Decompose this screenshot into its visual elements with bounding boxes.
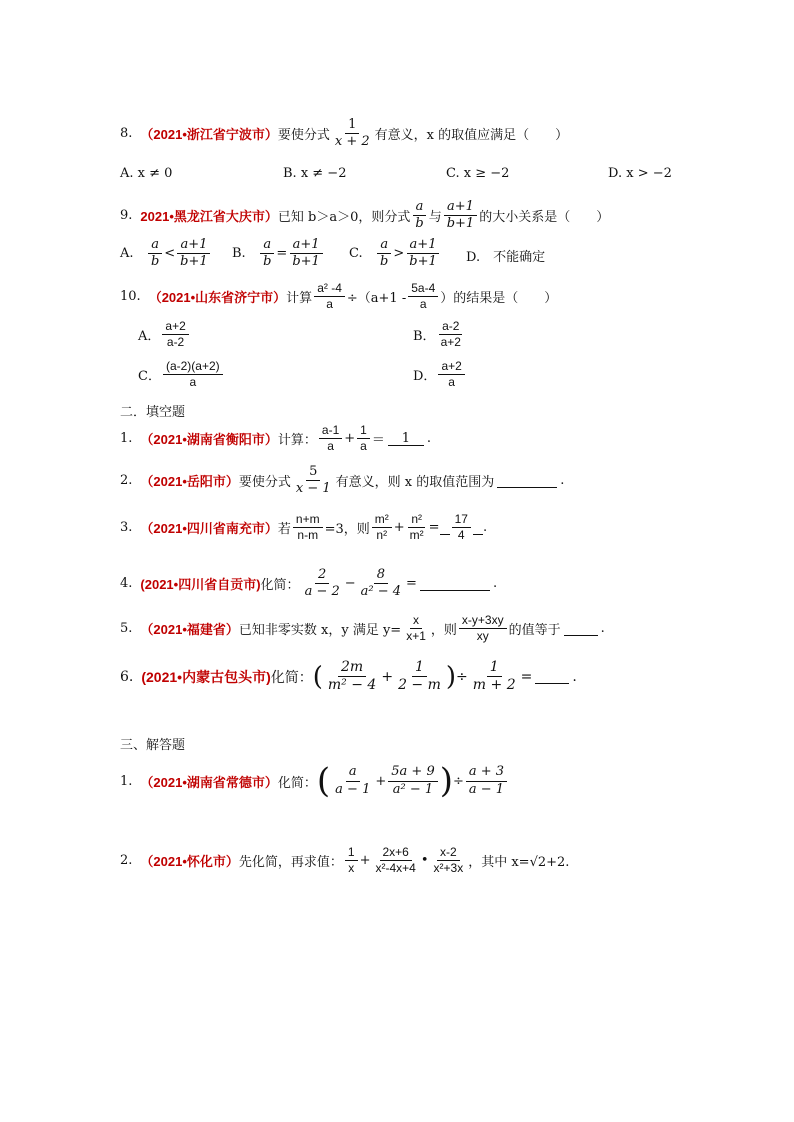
question-number: 6. xyxy=(120,668,134,685)
question-text: 有意义，则 x 的取值范围为 xyxy=(335,475,495,491)
fraction: $\frac{\text{m²}}{\text{n²}}$ xyxy=(372,513,392,542)
operator: + xyxy=(381,668,394,685)
question-10 xyxy=(120,282,557,311)
option-a: A. $\frac{a}{b}$ < $\frac{a+1}{b+1}$ xyxy=(120,238,213,270)
question-text: 的大小关系是（ ） xyxy=(479,210,610,226)
option-c: C. x ≥ −2 xyxy=(446,166,510,181)
fraction: $\frac{x-y+3xy}{xy}$ xyxy=(459,614,507,643)
question-text: 已知 b＞a＞0，则分式 xyxy=(277,210,411,226)
option-b: B． $\frac{a-2}{a+2}$ xyxy=(413,319,461,350)
question-source: （2021•湖南省常德市） xyxy=(140,774,278,790)
question-source: （2021•岳阳市） xyxy=(140,474,239,490)
question-text: 计算 xyxy=(286,291,313,307)
question-number: 8. xyxy=(120,126,133,142)
operator: • xyxy=(420,853,429,869)
question-number: 9. xyxy=(120,208,133,224)
answer-fraction: $\frac{17}{4}$ xyxy=(452,513,471,542)
fill-question-3 xyxy=(120,513,487,542)
operator: = xyxy=(406,576,417,592)
close-paren: ) xyxy=(439,761,453,801)
question-number: 5. xyxy=(120,621,133,637)
fill-question-6 xyxy=(120,660,577,694)
fraction: $\frac{8}{\text{a² − 4}}$ xyxy=(360,567,402,600)
fraction: $\frac{5a-4}{a}$ xyxy=(408,282,438,311)
option-d: D． $\frac{a+2}{a}$ xyxy=(413,360,467,389)
question-source: 2021•黑龙江省大庆市） xyxy=(140,209,278,225)
option-a: A． $\frac{a+2}{a-2}$ xyxy=(138,320,191,349)
operator: ＝ xyxy=(371,433,385,449)
question-9 xyxy=(120,200,609,232)
question-source: （2021•浙江省宁波市） xyxy=(140,127,278,143)
question-source: （2021•四川省南充市） xyxy=(140,521,278,537)
question-text: 先化简，再求值： xyxy=(238,855,343,871)
question-number: 3. xyxy=(120,520,133,536)
fill-question-4 xyxy=(120,568,497,600)
blank-line xyxy=(440,520,450,535)
answer-blank[interactable]: 1 xyxy=(388,431,424,446)
fraction: $\frac{2}{a - 2}$ xyxy=(304,567,340,600)
fraction: $\frac{a-1}{a}$ xyxy=(319,424,342,453)
fraction: $\frac{a}{b}$ xyxy=(412,200,426,232)
fraction: $\frac{5a + 9}{\text{a² − 1}}$ xyxy=(388,765,437,797)
option-c: C. $\frac{a}{b}$ > $\frac{a+1}{b+1}$ xyxy=(349,238,442,270)
question-number: 4. xyxy=(120,576,133,592)
option-b: B. $\frac{a}{b}$ = $\frac{a+1}{b+1}$ xyxy=(232,238,325,270)
fraction: $\frac{a+1}{b+1}$ xyxy=(444,200,478,232)
option-d: D. 不能确定 xyxy=(466,250,546,265)
fill-question-5 xyxy=(120,614,605,643)
operator: + xyxy=(344,431,356,447)
solve-question-1 xyxy=(120,761,509,801)
operator: + xyxy=(375,773,387,789)
question-text: . xyxy=(482,520,488,536)
question-source: (2021•四川省自贡市) xyxy=(140,577,261,593)
question-8 xyxy=(120,118,568,150)
fraction: $\frac{2m}{\text{m² − 4}}$ xyxy=(327,659,377,694)
fraction: $\frac{\text{n²}}{\text{m²}}$ xyxy=(409,512,424,543)
option-a: A. x ≠ 0 xyxy=(120,166,173,181)
question-text: 化简： xyxy=(270,669,313,686)
fraction: $\frac{1}{a}$ xyxy=(357,424,370,453)
question-text: 要使分式 xyxy=(277,128,330,144)
operator: + xyxy=(393,520,405,536)
operator: ÷ xyxy=(456,668,468,685)
fraction: $\frac{x-2}{\text{x²+3x}}$ xyxy=(433,845,464,876)
question-text: ，则 xyxy=(430,623,457,639)
question-text: . xyxy=(492,576,498,592)
question-text: . xyxy=(572,668,577,685)
question-text: 化简： xyxy=(277,775,317,791)
option-c: C． $\frac{(a-2)(a+2)}{a}$ xyxy=(138,360,225,389)
operator: = xyxy=(520,668,533,685)
section-heading: 三、解答题 xyxy=(120,738,186,753)
fraction: $\frac{1}{x}$ xyxy=(345,846,358,875)
operator: + xyxy=(359,853,371,869)
question-text: 要使分式 xyxy=(238,475,291,491)
question-text: . xyxy=(600,621,605,637)
question-source: （2021•福建省） xyxy=(140,622,239,638)
fill-question-2 xyxy=(120,465,564,497)
open-paren: ( xyxy=(316,761,331,801)
answer-blank[interactable] xyxy=(564,621,598,636)
fraction: $\frac{n+m}{n-m}$ xyxy=(293,513,323,542)
answer-blank[interactable] xyxy=(497,473,557,488)
fraction: $\frac{1}{m + 2}$ xyxy=(472,659,516,694)
question-text: 与 xyxy=(428,210,442,226)
option-b: B. x ≠ −2 xyxy=(283,166,347,181)
open-paren: ( xyxy=(312,661,323,692)
fraction: $\frac{1}{x + 2}$ xyxy=(334,117,370,150)
question-number: 2. xyxy=(120,473,133,489)
fraction: $\frac{\text{a² -4}}{a}$ xyxy=(314,282,345,311)
close-paren: ) xyxy=(445,661,457,692)
question-text: 已知非零实数 x，y 满足 y= xyxy=(238,623,402,639)
solve-question-2 xyxy=(120,846,569,875)
fill-question-1 xyxy=(120,424,431,453)
section-heading: 二．填空题 xyxy=(120,405,186,420)
answer-blank[interactable] xyxy=(535,669,569,684)
option-d: D. x > −2 xyxy=(608,166,672,181)
question-source: （2021•山东省济宁市） xyxy=(148,290,287,306)
fraction: $\frac{a}{a - 1}$ xyxy=(335,764,371,797)
question-text: =3，则 xyxy=(324,522,370,538)
question-text: ÷（a+1 - xyxy=(346,291,407,307)
question-text: . xyxy=(426,431,431,447)
blank-line xyxy=(473,520,483,535)
question-source: (2021•内蒙古包头市) xyxy=(141,668,271,685)
question-number: 1. xyxy=(120,773,133,789)
operator: − xyxy=(344,576,356,592)
fraction: $\frac{x}{x+1}$ xyxy=(406,613,426,644)
fraction: $\frac{a + 3}{a - 1}$ xyxy=(466,765,507,797)
question-text: ）的结果是（ ） xyxy=(440,291,558,307)
answer-blank[interactable] xyxy=(420,576,490,591)
fraction: $\frac{1}{2 - m}$ xyxy=(398,659,441,694)
operator: = xyxy=(428,520,440,536)
fraction: $\frac{5}{x - 1}$ xyxy=(295,464,331,497)
question-source: （2021•怀化市） xyxy=(140,854,239,870)
question-text: 若 xyxy=(277,522,291,538)
question-text: 计算： xyxy=(277,433,317,449)
question-source: （2021•湖南省衡阳市） xyxy=(140,432,278,448)
operator: ÷ xyxy=(452,773,464,789)
question-text: 的值等于 xyxy=(508,623,561,639)
question-text: . xyxy=(560,473,565,489)
question-text: 化简： xyxy=(260,578,300,594)
question-text: ，其中 x=√2+2. xyxy=(468,855,570,871)
fraction: $\frac{2x+6}{\text{x²-4x+4}}$ xyxy=(375,845,416,876)
question-number: 10. xyxy=(120,289,141,305)
question-number: 2. xyxy=(120,853,133,869)
question-text: 有意义，x 的取值应满足（ ） xyxy=(374,128,569,144)
question-number: 1. xyxy=(120,431,133,447)
